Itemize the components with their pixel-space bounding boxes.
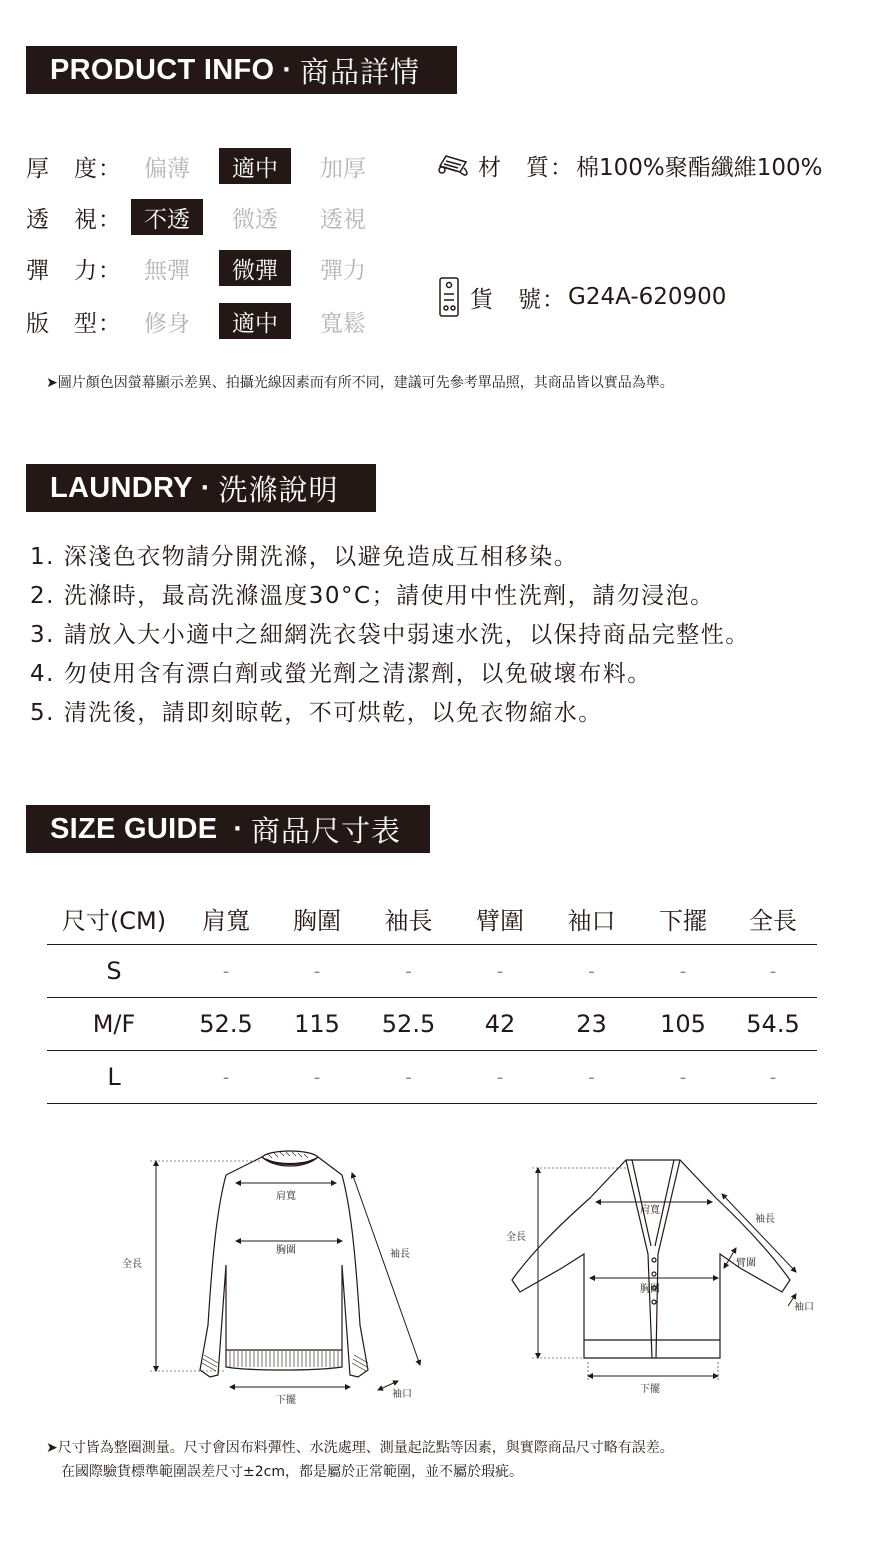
table-row bbox=[47, 998, 817, 1051]
column-header: 全長 bbox=[729, 892, 817, 945]
column-header: 肩寬 bbox=[181, 892, 271, 945]
label-chest: 胸圍 bbox=[640, 1284, 660, 1295]
label-cuff: 袖口 bbox=[392, 1389, 412, 1400]
sku-row bbox=[436, 276, 726, 318]
column-header: 尺寸(CM) bbox=[47, 892, 181, 945]
title-separator: · bbox=[233, 812, 244, 845]
table-cell: - bbox=[363, 945, 454, 998]
label-arm: 臂圍 bbox=[736, 1258, 756, 1269]
title-separator: · bbox=[282, 53, 292, 86]
table-cell: M/F bbox=[47, 998, 181, 1051]
attribute-row-thickness bbox=[26, 146, 395, 186]
table-cell: - bbox=[729, 1051, 817, 1104]
column-header: 袖口 bbox=[546, 892, 637, 945]
attribute-option: 修身 bbox=[144, 310, 190, 337]
product-info-title-en: PRODUCT INFO bbox=[50, 53, 275, 86]
attribute-option: 彈力 bbox=[320, 257, 366, 284]
attribute-option: 透視 bbox=[320, 206, 366, 233]
attribute-option-selected: 適中 bbox=[219, 303, 291, 339]
label-length: 全長 bbox=[506, 1232, 526, 1243]
attribute-row-fit bbox=[26, 301, 395, 341]
laundry-item: 1. 深淺色衣物請分開洗滌，以避免造成互相移染。 bbox=[30, 544, 579, 570]
laundry-instructions bbox=[30, 538, 750, 733]
table-cell: - bbox=[729, 945, 817, 998]
size-table bbox=[47, 892, 817, 1104]
laundry-title bbox=[26, 464, 376, 512]
column-header: 臂圍 bbox=[454, 892, 546, 945]
size-guide-title-en: SIZE GUIDE bbox=[50, 812, 218, 845]
table-cell: - bbox=[181, 1051, 271, 1104]
table-cell: - bbox=[181, 945, 271, 998]
table-cell: 23 bbox=[546, 998, 637, 1051]
attribute-name: 透 視： bbox=[26, 206, 122, 233]
label-sleeve-length: 袖長 bbox=[390, 1249, 410, 1260]
size-guide-title-zh: 商品尺寸表 bbox=[251, 813, 402, 848]
product-info-title-zh: 商品詳情 bbox=[300, 54, 421, 89]
attribute-option-selected: 微彈 bbox=[219, 250, 291, 286]
column-header: 下擺 bbox=[637, 892, 729, 945]
size-footnote bbox=[46, 1436, 674, 1484]
size-guide-title bbox=[26, 805, 430, 853]
table-cell: S bbox=[47, 945, 181, 998]
table-cell: - bbox=[363, 1051, 454, 1104]
laundry-title-zh: 洗滌說明 bbox=[218, 472, 339, 507]
laundry-title-en: LAUNDRY bbox=[50, 471, 193, 504]
attribute-option: 微透 bbox=[232, 206, 278, 233]
label-cuff: 袖口 bbox=[794, 1302, 814, 1313]
table-row bbox=[47, 1051, 817, 1104]
attribute-name: 厚 度： bbox=[26, 155, 122, 182]
label-shoulder: 肩寬 bbox=[276, 1191, 296, 1202]
table-cell: - bbox=[546, 1051, 637, 1104]
table-cell: 105 bbox=[637, 998, 729, 1051]
laundry-item: 4. 勿使用含有漂白劑或螢光劑之清潔劑，以免破壞布料。 bbox=[30, 661, 652, 687]
table-row bbox=[47, 945, 817, 998]
footnote-line: 在國際驗貨標準範圍誤差尺寸±2cm，都是屬於正常範圍，並不屬於瑕疵。 bbox=[61, 1464, 523, 1480]
tag-icon bbox=[436, 276, 464, 318]
table-cell: 42 bbox=[454, 998, 546, 1051]
table-cell: L bbox=[47, 1051, 181, 1104]
table-cell: 52.5 bbox=[363, 998, 454, 1051]
attribute-name: 版 型： bbox=[26, 310, 122, 337]
attribute-option: 偏薄 bbox=[144, 155, 190, 182]
label-chest: 胸圍 bbox=[276, 1245, 296, 1256]
label-hem: 下擺 bbox=[640, 1384, 660, 1395]
table-cell: 115 bbox=[271, 998, 363, 1051]
laundry-item: 3. 請放入大小適中之細網洗衣袋中弱速水洗，以保持商品完整性。 bbox=[30, 622, 750, 648]
table-header-row bbox=[47, 892, 817, 945]
attribute-row-elasticity bbox=[26, 248, 395, 288]
laundry-item: 2. 洗滌時，最高洗滌溫度30°C；請使用中性洗劑，請勿浸泡。 bbox=[30, 583, 715, 609]
laundry-item: 5. 清洗後，請即刻晾乾，不可烘乾，以免衣物縮水。 bbox=[30, 700, 603, 726]
attribute-option: 無彈 bbox=[144, 257, 190, 284]
label-length: 全長 bbox=[122, 1259, 142, 1270]
table-cell: 54.5 bbox=[729, 998, 817, 1051]
column-header: 袖長 bbox=[363, 892, 454, 945]
attribute-row-transparency bbox=[26, 197, 395, 237]
attribute-option-selected: 適中 bbox=[219, 148, 291, 184]
attribute-option: 加厚 bbox=[320, 155, 366, 182]
color-disclaimer: ➤圖片顏色因螢幕顯示差異、拍攝光線因素而有所不同，建議可先參考單品照，其商品皆以實品為準。 bbox=[46, 375, 674, 391]
material-value: 棉100%聚酯纖維100% bbox=[576, 154, 823, 181]
attribute-name: 彈 力： bbox=[26, 257, 122, 284]
column-header: 胸圍 bbox=[271, 892, 363, 945]
material-label: 材 質： bbox=[478, 154, 574, 181]
footnote-line: ➤尺寸皆為整圈測量。尺寸會因布料彈性、水洗處理、測量起訖點等因素，與實際商品尺寸略有誤差。 bbox=[46, 1440, 674, 1456]
attribute-option: 寬鬆 bbox=[320, 310, 366, 337]
label-shoulder: 肩寬 bbox=[640, 1205, 660, 1216]
table-cell: - bbox=[271, 945, 363, 998]
title-separator: · bbox=[200, 471, 211, 504]
table-cell: 52.5 bbox=[181, 998, 271, 1051]
table-cell: - bbox=[454, 945, 546, 998]
product-info-title bbox=[26, 46, 457, 94]
table-cell: - bbox=[637, 1051, 729, 1104]
table-cell: - bbox=[454, 1051, 546, 1104]
table-cell: - bbox=[637, 945, 729, 998]
table-cell: - bbox=[546, 945, 637, 998]
sweater-measurement-diagram bbox=[110, 1145, 440, 1415]
material-row bbox=[436, 148, 823, 182]
label-hem: 下擺 bbox=[276, 1395, 296, 1406]
table-cell: - bbox=[271, 1051, 363, 1104]
cardigan-measurement-diagram bbox=[500, 1150, 830, 1400]
sku-label: 貨 號： bbox=[470, 286, 566, 313]
label-sleeve-length: 袖長 bbox=[755, 1214, 775, 1225]
attribute-option-selected: 不透 bbox=[131, 199, 203, 235]
thread-spool-icon bbox=[436, 148, 472, 182]
sku-value: G24A-620900 bbox=[568, 284, 727, 310]
